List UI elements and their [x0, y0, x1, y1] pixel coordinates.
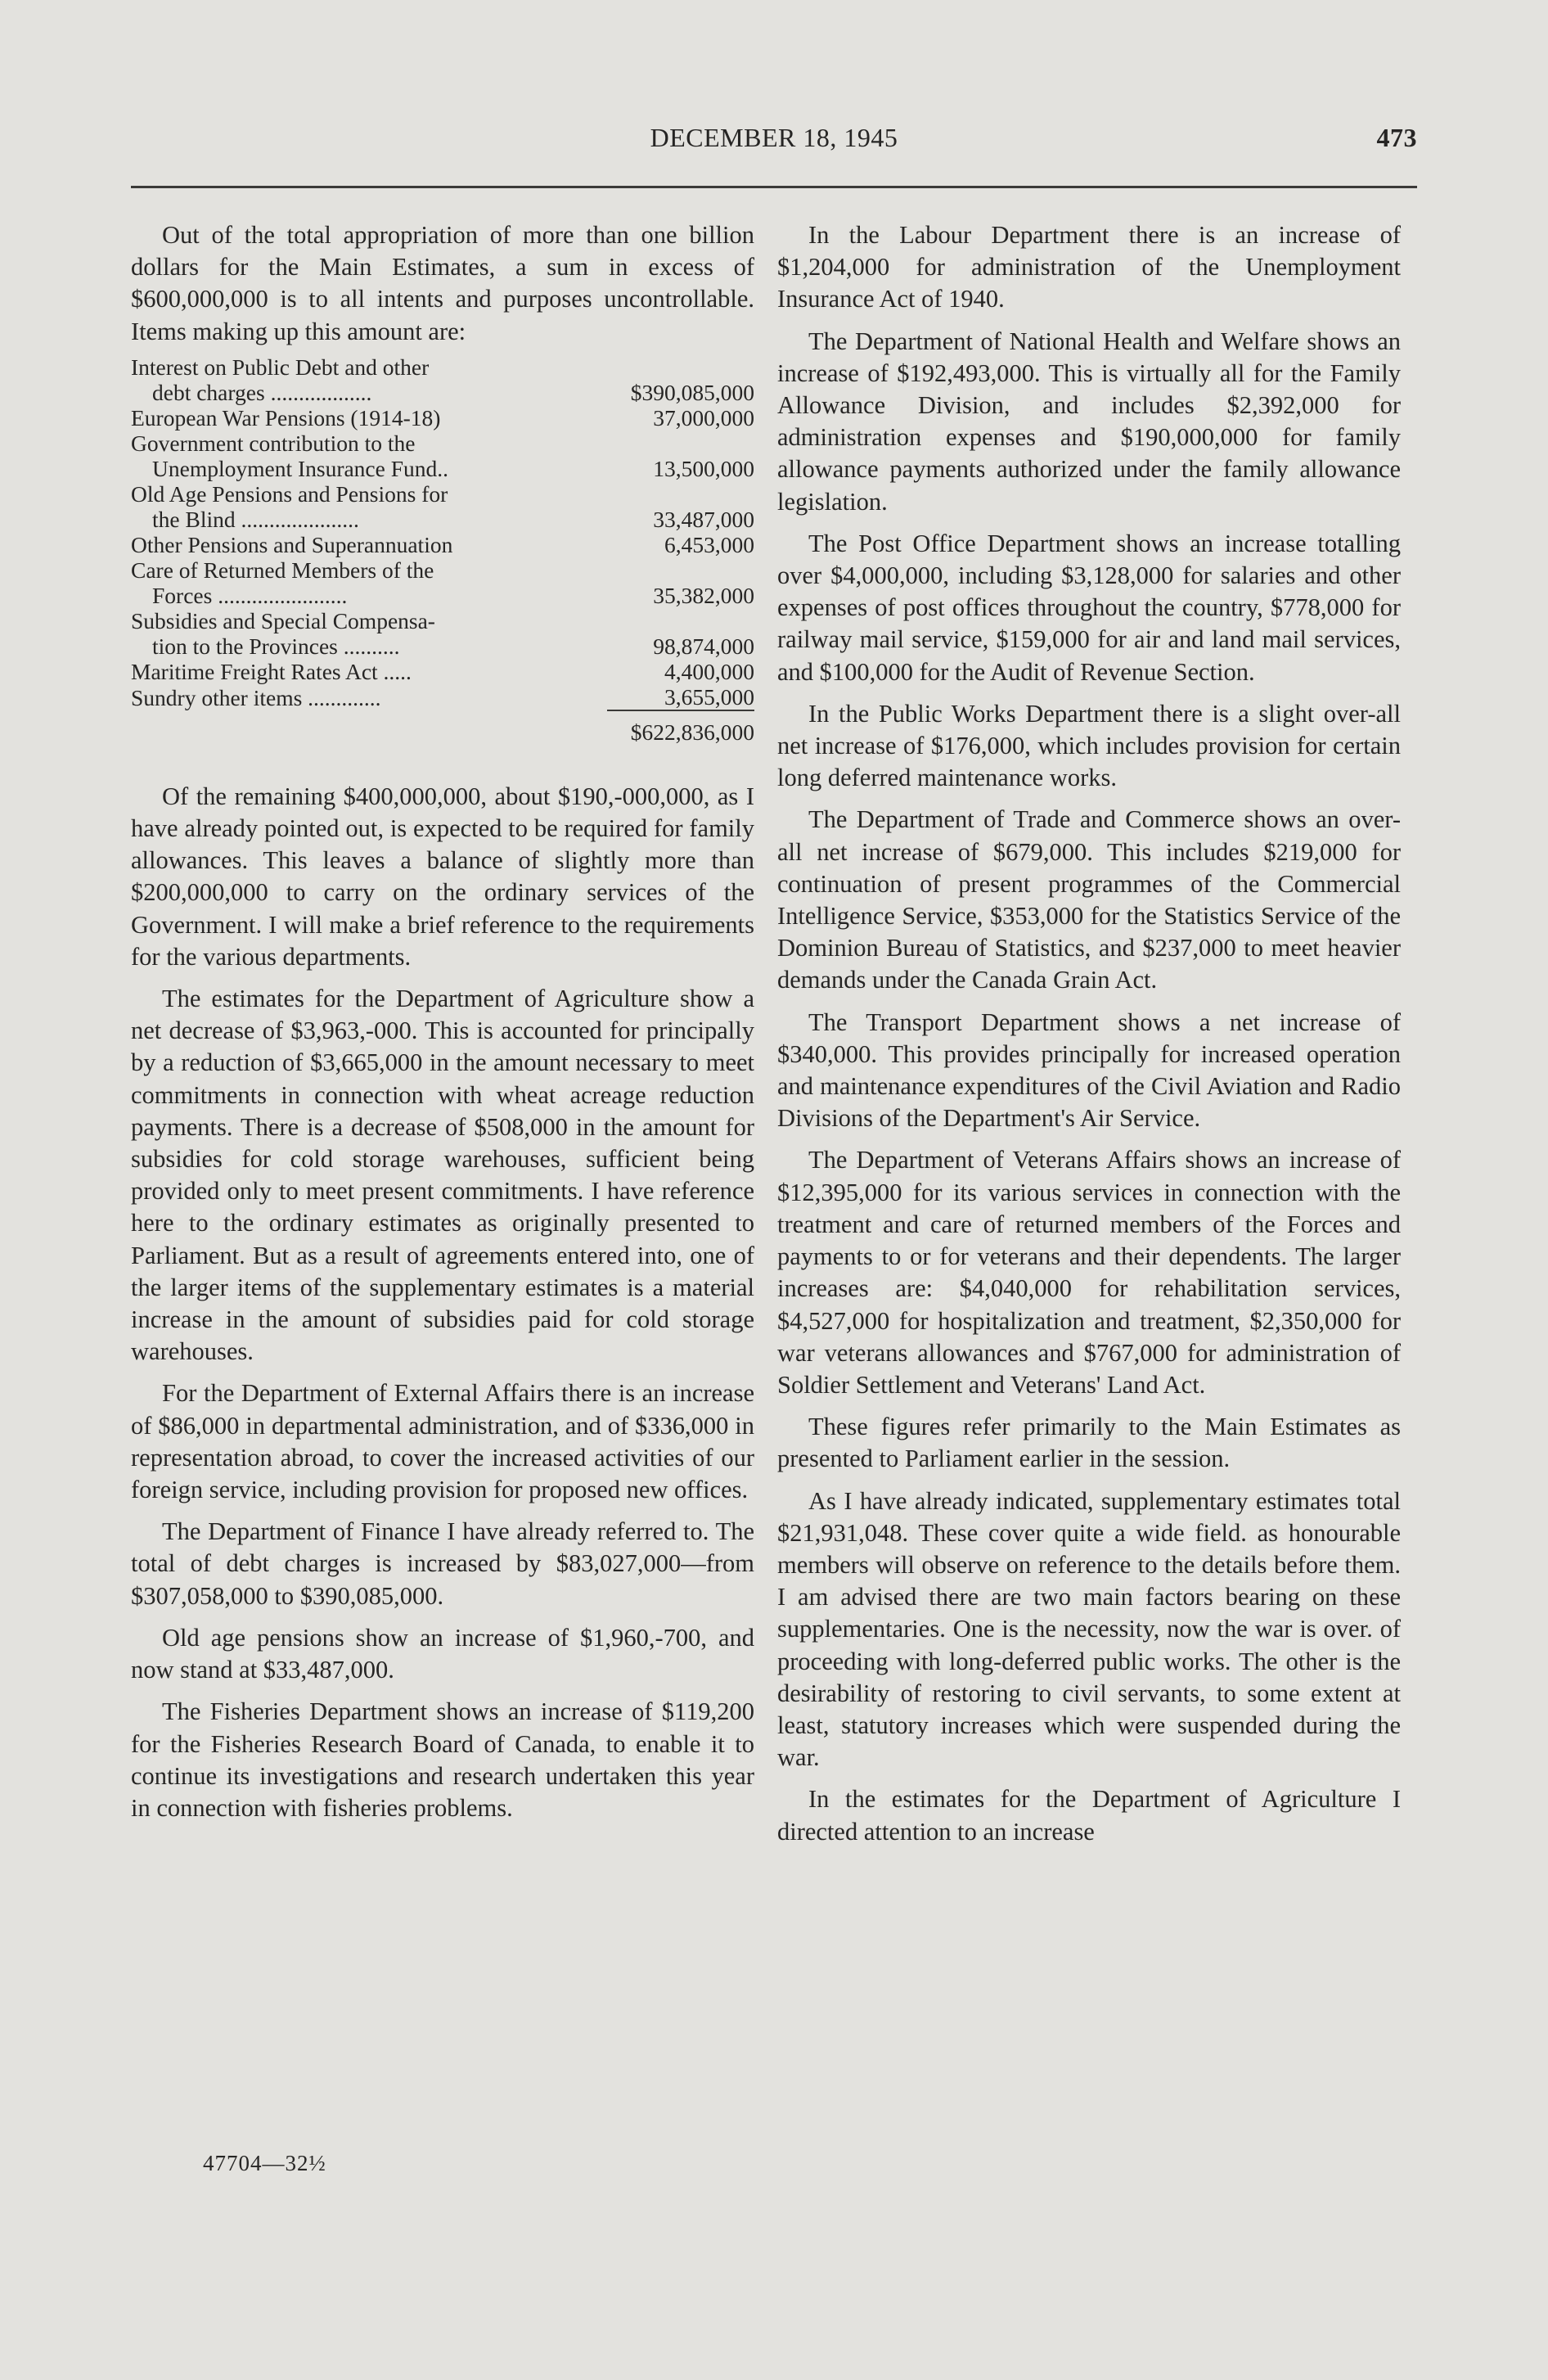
item-amount: $390,085,000 — [630, 379, 754, 405]
paragraph: Of the remaining $400,000,000, about $190,-000,000, as I have already pointed out, is expected to be required for family allowances. This leaves a balance of slightly more than $200,000,000 to carry on the ordinary services of the Government. I will make a brief reference to the requirements for the various departments. — [131, 782, 754, 971]
header-date: DECEMBER 18, 1945 — [650, 123, 898, 152]
table-row — [131, 532, 754, 557]
item-label-line: Other Pensions and Superannuation — [131, 531, 453, 557]
item-label — [131, 405, 607, 430]
table-total-row — [131, 710, 754, 745]
uncontrollable-items-table — [131, 354, 754, 745]
item-label-line: Government contribution to the — [131, 430, 416, 456]
item-label — [131, 532, 607, 557]
item-amount: 37,000,000 — [653, 404, 754, 430]
paragraph: The Fisheries Department shows an increase of $119,200 for the Fisheries Research Board of Canada, to enable it to continue its investigations and research undertaken this year in connection with fisheries problems. — [131, 1697, 754, 1822]
table-row — [131, 405, 754, 430]
paragraph: The Department of Finance I have already referred to. The total of debt charges is increased by $83,027,000—from $307,058,000 to $390,085,000. — [131, 1517, 754, 1610]
paragraph: The Department of National Health and Welfare shows an increase of $192,493,000. This is virtually all for the Family Allowance Division, and includes $2,392,000 for administration expenses and $190,000,000 for family allowance payments authorized under the family allowance legislation. — [777, 327, 1401, 516]
header-rule — [131, 186, 1417, 188]
paragraph: Old age pensions show an increase of $1,960,-700, and now stand at $33,487,000. — [131, 1623, 754, 1684]
items-total: $622,836,000 — [607, 710, 754, 745]
left-column — [131, 219, 754, 1834]
item-label — [131, 684, 607, 710]
table-row — [131, 430, 754, 481]
right-column — [777, 219, 1401, 1858]
paragraph: In the Labour Department there is an increase of $1,204,000 for administration of the Unemployment Insurance Act of 1940. — [777, 221, 1401, 313]
table-row — [131, 659, 754, 684]
item-label-line: Subsidies and Special Compensa- — [131, 607, 435, 633]
item-label — [131, 354, 607, 405]
table-row — [131, 354, 754, 405]
paragraph: These figures refer primarily to the Main Estimates as presented to Parliament earlier in the session. — [777, 1413, 1401, 1473]
table-row — [131, 608, 754, 659]
item-amount: 33,487,000 — [653, 506, 754, 532]
item-label — [131, 608, 607, 659]
paragraph: For the Department of External Affairs there is an increase of $86,000 in departmental administration, and of $336,000 in representation abroad, to cover the increased activities of our foreign service, including provision for proposed new offices. — [131, 1379, 754, 1504]
item-amount: 6,453,000 — [664, 531, 754, 557]
item-label-line: Care of Returned Members of the — [131, 557, 434, 583]
item-amount: 4,400,000 — [664, 658, 754, 684]
paragraph: In the Public Works Department there is a slight over-all net increase of $176,000, which includes provision for certain long deferred maintenance works. — [777, 699, 1401, 792]
page-header — [131, 123, 1417, 172]
item-label-continuation: Forces ....................... — [152, 582, 348, 608]
table-row — [131, 684, 754, 710]
item-label-line: Maritime Freight Rates Act ..... — [131, 658, 412, 684]
item-amount: 98,874,000 — [653, 633, 754, 659]
paragraph: As I have already indicated, supplementary estimates total $21,931,048. These cover quite a wide field. as honourable members will observe on reference to the details before them. I am advised there are two main factors bearing on these supplementaries. One is the necessity, now the war is over. of proceeding with long-deferred public works. The other is the desirability of restoring to civil servants, to some extent at least, statutory increases which were suspended during the war. — [777, 1486, 1401, 1772]
item-label — [131, 659, 607, 684]
item-label-line: European War Pensions (1914-18) — [131, 404, 441, 430]
item-label-continuation: debt charges .................. — [152, 379, 372, 405]
item-label-line: Interest on Public Debt and other — [131, 354, 430, 380]
paragraph: The Transport Department shows a net increase of $340,000. This provides principally for increased operation and maintenance expenditures of the Civil Aviation and Radio Divisions of the Department's Air Service. — [777, 1007, 1401, 1133]
page-number: 473 — [1376, 123, 1417, 152]
item-amount: 13,500,000 — [653, 455, 754, 481]
item-label-continuation: Unemployment Insurance Fund.. — [152, 455, 449, 481]
item-label-continuation: tion to the Provinces .......... — [152, 633, 400, 659]
item-amount: 35,382,000 — [653, 582, 754, 608]
paragraph: The Department of Veterans Affairs shows an increase of $12,395,000 for its various services in connection with the treatment and care of returned members of the Forces and payments to or for veterans and their dependents. The larger increases are: $4,040,000 for rehabilitation services, $4,527,000 for hospitalization and treatment, $2,350,000 for war veterans allowances and $767,000 for administration of Soldier Settlement and Veterans' Land Act. — [777, 1146, 1401, 1399]
item-label — [131, 430, 607, 481]
paragraph: The Post Office Department shows an increase totalling over $4,000,000, including $3,128,000 for salaries and other expenses of post offices throughout the country, $778,000 for railway mail service, $159,000 for air and land mail services, and $100,000 for the Audit of Revenue Section. — [777, 529, 1401, 686]
footer-code: 47704—32½ — [203, 2151, 326, 2175]
paragraph: The estimates for the Department of Agriculture show a net decrease of $3,963,-000. This is accounted for principally by a reduction of $3,665,000 in the amount necessary to meet commitments in connection with wheat acreage reduction payments. There is a decrease of $508,000 in the amount for subsidies for cold storage warehouses, sufficient being provided only to meet present commitments. I have reference here to the ordinary estimates as originally presented to Parliament. But as a result of agreements entered into, one of the larger items of the supplementary estimates is a material increase in the amount of subsidies paid for cold storage warehouses. — [131, 985, 754, 1366]
item-label — [131, 481, 607, 532]
paragraph: The Department of Trade and Commerce shows an over-all net increase of $679,000. This includes $219,000 for continuation of present programmes of the Commercial Intelligence Service, $353,000 for the Statistics Service of the Dominion Bureau of Statistics, and $237,000 to meet heavier demands under the Canada Grain Act. — [777, 805, 1401, 994]
table-row — [131, 481, 754, 532]
item-amount: 3,655,000 — [664, 683, 754, 710]
intro-paragraph: Out of the total appropriation of more than one billion dollars for the Main Estimates, a sum in excess of $600,000,000 is to all intents and purposes uncontrollable. Items making up this amount are: — [131, 221, 754, 345]
item-label-line: Sundry other items ............. — [131, 684, 381, 710]
paragraph: In the estimates for the Department of Agriculture I directed attention to an increase — [777, 1785, 1401, 1846]
item-label-continuation: the Blind ..................... — [152, 506, 359, 532]
item-label-line: Old Age Pensions and Pensions for — [131, 480, 448, 507]
item-label — [131, 557, 607, 608]
table-row — [131, 557, 754, 608]
